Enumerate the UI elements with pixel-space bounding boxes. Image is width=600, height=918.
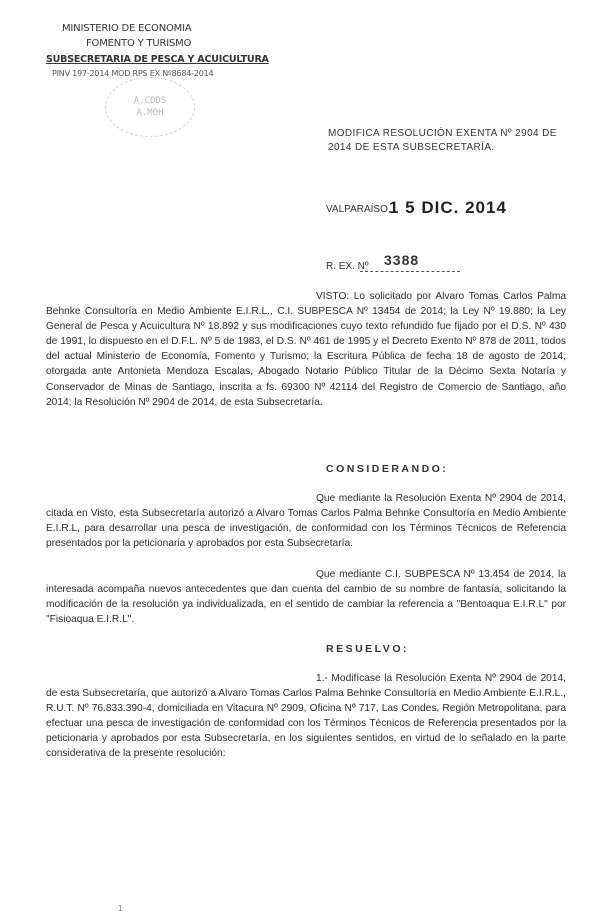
place-label: VALPARAÍSO,: [326, 204, 391, 215]
ministry-name: MINISTERIO DE ECONOMIA: [62, 23, 192, 34]
resuelvo-paragraph-1: 1.- Modifícase la Resolución Exenta Nº 2904 de 2014, de esta Subsecretaría, que autorizó a Alvaro Tomas Carlos Palma Behnke Consultoría en Medio Ambiente E.I.R.L., R.U.T. Nº 76.833.390-4, domiciliada en Vitacura Nº 2909, Oficina Nº 717, Las Condes, Región Metropolitana, para efectuar una pesca de investigación de conformidad con los Términos Técnicos de Referencia presentados por la peticionaria y aprobados por esta Subsecretaría, en los siguientes sentidos, en virtud de lo señalado en la parte considerativa de la presente resolución:: [46, 673, 566, 760]
subsecretaria-name: SUBSECRETARIA DE PESCA Y ACUICULTURA: [46, 54, 269, 65]
rex-underline: [360, 271, 460, 272]
rex-number: 3388: [384, 252, 420, 268]
subject-line-1: MODIFICA RESOLUCIÓN EXENTA Nº 2904 DE: [328, 128, 557, 139]
ministry-name-2: FOMENTO Y TURISMO: [86, 38, 192, 49]
document-reference: PINV 197-2014 MOD RPS EX Nº8684-2014: [52, 69, 214, 78]
considerando-paragraph-2: Que mediante C.I. SUBPESCA Nº 13.454 de 2014, la interesada acompaña nuevos antecedentes que dan cuenta del cambio de su nombre de fantasía, solicitando la modificación de la resolución ya individualizada, en el sentido de cambiar la referencia a "Bentoaqua E.I.R.L" por "Fisioaqua E.I.R.L".: [46, 569, 566, 626]
office-seal: [105, 77, 195, 137]
seal-text-2: A.MOH: [136, 108, 164, 118]
subject-line-2: 2014 DE ESTA SUBSECRETARÍA.: [328, 142, 495, 153]
seal-text-1: A.CODS: [133, 96, 167, 106]
date-stamp: 1 5 DIC. 2014: [389, 198, 507, 217]
considerando-paragraph-1: Que mediante la Resolución Exenta Nº 2904 de 2014, citada en Visto, esta Subsecretaría autorizó a Alvaro Tomas Carlos Palma Behnke Consultoría en Medio Ambiente E.I.R.L, para desarrollar una pesca de investigación, de conformidad con los Términos Técnicos de Referencia presentados por la peticionaria y aprobados por esta Subsecretaría.: [46, 493, 566, 550]
page-mark: 1: [118, 904, 123, 913]
rex-label: R. EX. Nº: [326, 261, 369, 272]
resuelvo-heading: RESUELVO:: [326, 643, 409, 655]
visto-paragraph: VISTO: Lo solicitado por Alvaro Tomas Carlos Palma Behnke Consultoría en Medio Ambiente E.I.R.L., C.I. SUBPESCA Nº 13454 de 2014; la Ley Nº 19.880; la Ley General de Pesca y Acuicultura Nº 18.892 y sus modificaciones cuyo texto refundido fue fijado por el D.S. Nº 430 de 1991, lo dispuesto en el D.F.L. Nº 5 de 1983, el D.S. Nº 461 de 1995 y el Decreto Exento Nº 878 de 2011, todos del actual Ministerio de Economía, Fomento y Turismo; la Escritura Pública de fecha 18 de agosto de 2014, otorgada ante Antonieta Mendoza Escalas, Abogado Notario Público Titular de la Décimo Sexta Notaría y Conservador de Minas de Santiago, inscrita a fs. 69300 Nº 42114 del Registro de Comercio de Santiago, año 2014; la Resolución Nº 2904 de 2014, de esta Subsecretaría.: [46, 291, 566, 408]
considerando-heading: CONSIDERANDO:: [326, 463, 449, 475]
